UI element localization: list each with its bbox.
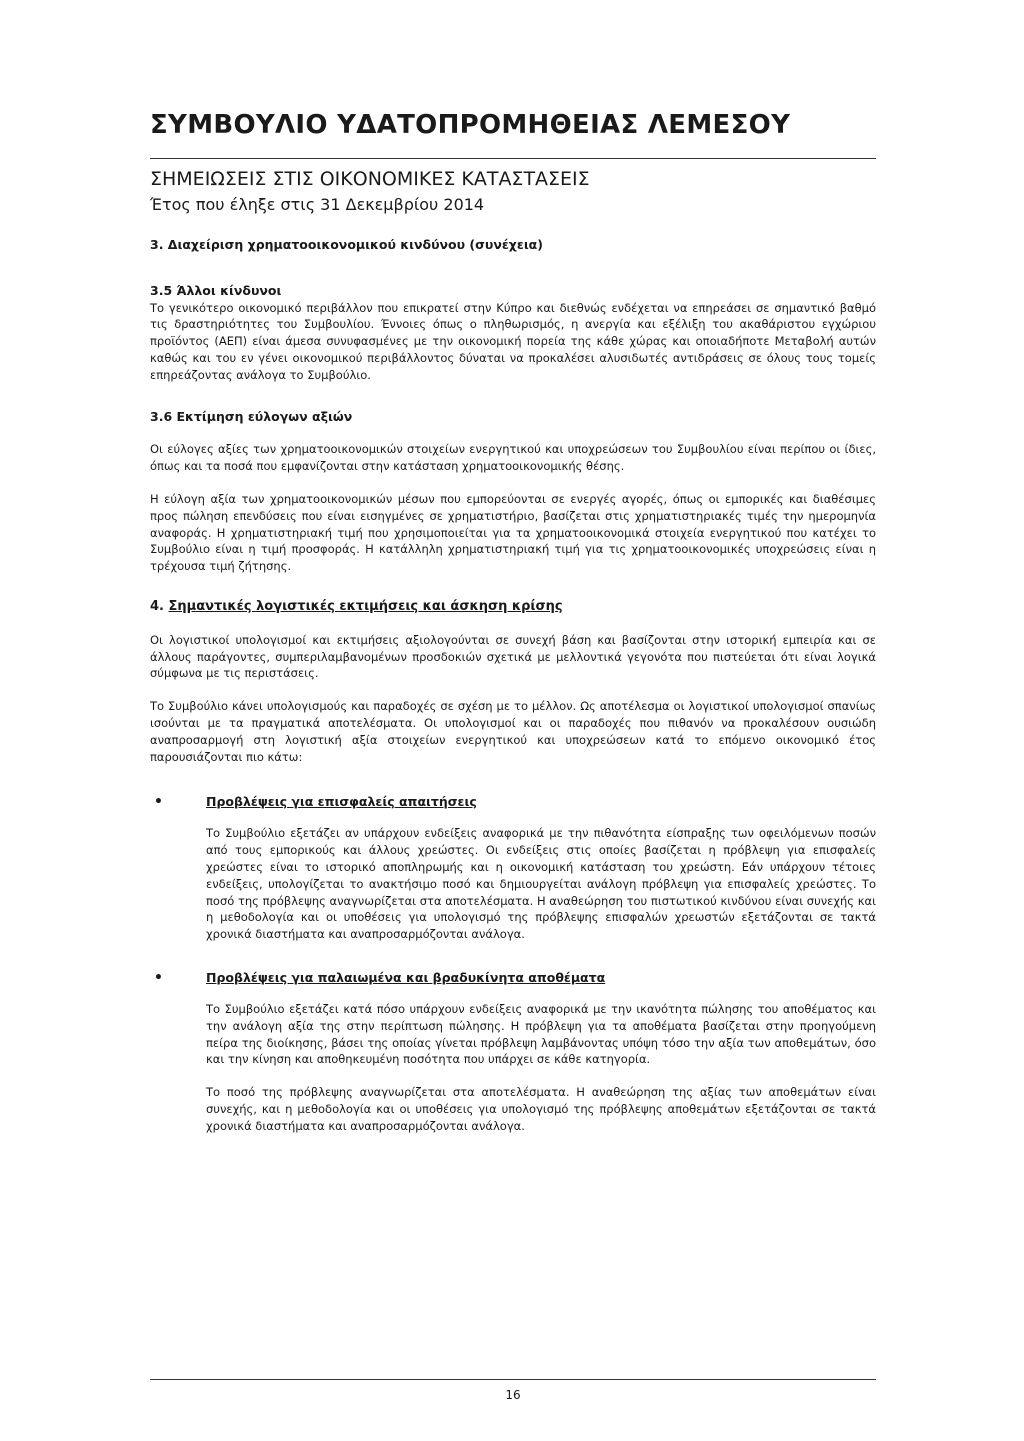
- bullet-body: [150, 1001, 876, 1135]
- bullet-dot-icon: •: [154, 794, 163, 811]
- bullet-item: [150, 969, 876, 1135]
- bullet-title-text: Προβλέψεις για παλαιωμένα και βραδυκίνητα αποθέματα: [206, 969, 606, 985]
- bullet-item: [150, 793, 876, 943]
- bullet-paragraph: Το Συμβούλιο εξετάζει κατά πόσο υπάρχουν ενδείξεις αναφορικά με την ικανότητα πώλησης του αποθέματος και την ανάλογη αξία της στην περίπτωση πώλησης. Η πρόβλεψη για τα αποθέματα βασίζεται στην προηγούμενη πείρα της διοίκησης, βάσει της οποίας γίνεται πρόβλεψη λαμβάνοντας υπόψη τόσο την αξία των αποθεμάτων, όσο και την κίνηση και αποθηκευμένη ποσότητα που υπάρχει σε κάθε κατηγορία.: [206, 1001, 876, 1067]
- bullet-dot-icon: •: [154, 969, 163, 986]
- section-4-paragraph-1: Οι λογιστικοί υπολογισμοί και εκτιμήσεις αξιολογούνται σε συνεχή βάση και βασίζονται στην ιστορική εμπειρία και σε άλλους παράγοντες, συμπεριλαμβανομένων προσδοκιών σχετικά με μελλοντικά γεγονότα που πιστεύεται ότι είναι λογικά σύμφωνα με τις περιστάσεις.: [150, 632, 876, 681]
- section-4-title: Σημαντικές λογιστικές εκτιμήσεις και άσκηση κρίσης: [168, 598, 563, 614]
- document-subtitle: ΣΗΜΕΙΩΣΕΙΣ ΣΤΙΣ ΟΙΚΟΝΟΜΙΚΕΣ ΚΑΤΑΣΤΑΣΕΙΣ: [150, 168, 590, 190]
- organization-title: ΣΥΜΒΟΥΛΙΟ ΥΔΑΤΟΠΡΟΜΗΘΕΙΑΣ ΛΕΜΕΣΟΥ: [150, 110, 791, 140]
- section-3-6-heading: 3.6 Εκτίμηση εύλογων αξιών: [150, 408, 353, 424]
- bullet-paragraph: Το Συμβούλιο εξετάζει αν υπάρχουν ενδείξεις αναφορικά με την πιθανότητα είσπραξης των οφειλόμενων ποσών από τους εμπορικούς και άλλους χρεώστες. Οι ενδείξεις στις οποίες βασίζεται η πρόβλεψη για επισφαλείς χρεώστες είναι το ιστορικό αποπληρωμής και η οικονομική κατάσταση του χρεώστη. Εάν υπάρχουν τέτοιες ενδείξεις, υπολογίζεται το ανακτήσιμο ποσό και δημιουργείται ανάλογη πρόβλεψη για επισφαλείς χρεώστες. Το ποσό της πρόβλεψης αναγνωρίζεται στα αποτελέσματα. Η αναθεώρηση του πιστωτικού κινδύνου είναι συνεχής και η μεθοδολογία και οι υποθέσεις για υπολογισμό της πρόβλεψης επισφαλών χρεωστών εξετάζονται σε τακτά χρονικά διαστήματα και αναπροσαρμόζονται ανάλογα.: [206, 826, 876, 942]
- section-4-heading: [150, 599, 876, 616]
- section-3-5-text: Το γενικότερο οικονομικό περιβάλλον που επικρατεί στην Κύπρο και διεθνώς ενδέχεται να επηρεάσει σε σημαντικό βαθμό τις δραστηριότητες του Συμβουλίου. Έννοιες όπως ο πληθωρισμός, η ανεργία και εξέλιξη του ακαθάριστου εγχώριου προϊόντος (ΑΕΠ) είναι άμεσα συνυφασμένες με την οικονομική πορεία της κάθε χώρας και οποιαδήποτε Μεταβολή αυτών καθώς και του εν γένει οικονομικού περιβάλλοντος δύναται να προκαλέσει αλυσιδωτές αντιδράσεις σε όλους τους τομείς επηρεάζοντας ανάλογα το Συμβούλιο.: [150, 300, 876, 382]
- section-3-heading: 3. Διαχείριση χρηματοοικονομικού κινδύνου (συνέχεια): [150, 237, 543, 252]
- section-3-6-paragraph-2: Η εύλογη αξία των χρηματοοικονομικών μέσων που εμπορεύονται σε ενεργές αγορές, όπως οι εμπορικές και διαθέσιμες προς πώληση επενδύσεις που είναι εισηγμένες σε χρηματιστήριο, βασίζεται στις χρηματιστηριακές τιμές την ημερομηνία αναφοράς. Η χρηματιστηριακή τιμή που χρησιμοποιείται για τα χρηματοοικονομικά στοιχεία ενεργητικού που κατέχει το Συμβούλιο είναι η τιμή προσφοράς. Η κατάλληλη χρηματιστηριακή τιμή για τις χρηματοοικονομικές υποχρεώσεις είναι η τρέχουσα τιμή ζήτησης.: [150, 491, 876, 574]
- section-4-paragraph-2: Το Συμβούλιο κάνει υπολογισμούς και παραδοχές σε σχέση με το μέλλον. Ως αποτέλεσμα οι λογιστικοί υπολογισμοί σπανίως ισούνται με τα πραγματικά αποτελέσματα. Οι υπολογισμοί και οι παραδοχές που πιθανόν να προκαλέσουν ουσιώδη αναπροσαρμογή στη λογιστική αξία στοιχείων ενεργητικού και υποχρεώσεων κατά το επόμενο οικονομικό έτος παρουσιάζονται πιο κάτω:: [150, 699, 876, 764]
- bullet-title-text: Προβλέψεις για επισφαλείς απαιτήσεις: [206, 794, 477, 810]
- section-3-5-heading: 3.5 Άλλοι κίνδυνοι: [150, 282, 282, 298]
- bullet-title: [150, 793, 876, 811]
- bullet-paragraph: Το ποσό της πρόβλεψης αναγνωρίζεται στα αποτελέσματα. Η αναθεώρηση της αξίας των αποθεμάτων είναι συνεχής, και η μεθοδολογία και οι υποθέσεις για υπολογισμό της πρόβλεψης αποθεμάτων εξετάζονται σε τακτά χρονικά διαστήματα και αναπροσαρμόζονται ανάλογα.: [206, 1085, 876, 1133]
- document-body: [150, 237, 876, 1134]
- footer-divider: [150, 1379, 876, 1380]
- header-divider: [150, 158, 876, 159]
- section-3-6-paragraph-1: Οι εύλογες αξίες των χρηματοοικονομικών στοιχείων ενεργητικού και υποχρεώσεων του Συμβουλίου είναι περίπου οι ίδιες, όπως και τα ποσά που εμφανίζονται στην κατάσταση χρηματοοικονομικής θέσης.: [150, 442, 876, 474]
- page-number: 16: [505, 1388, 521, 1402]
- section-4-number: 4.: [150, 598, 164, 614]
- bullet-title: [150, 969, 876, 987]
- bullet-body: [150, 825, 876, 943]
- reporting-period: Έτος που έληξε στις 31 Δεκεμβρίου 2014: [150, 195, 485, 214]
